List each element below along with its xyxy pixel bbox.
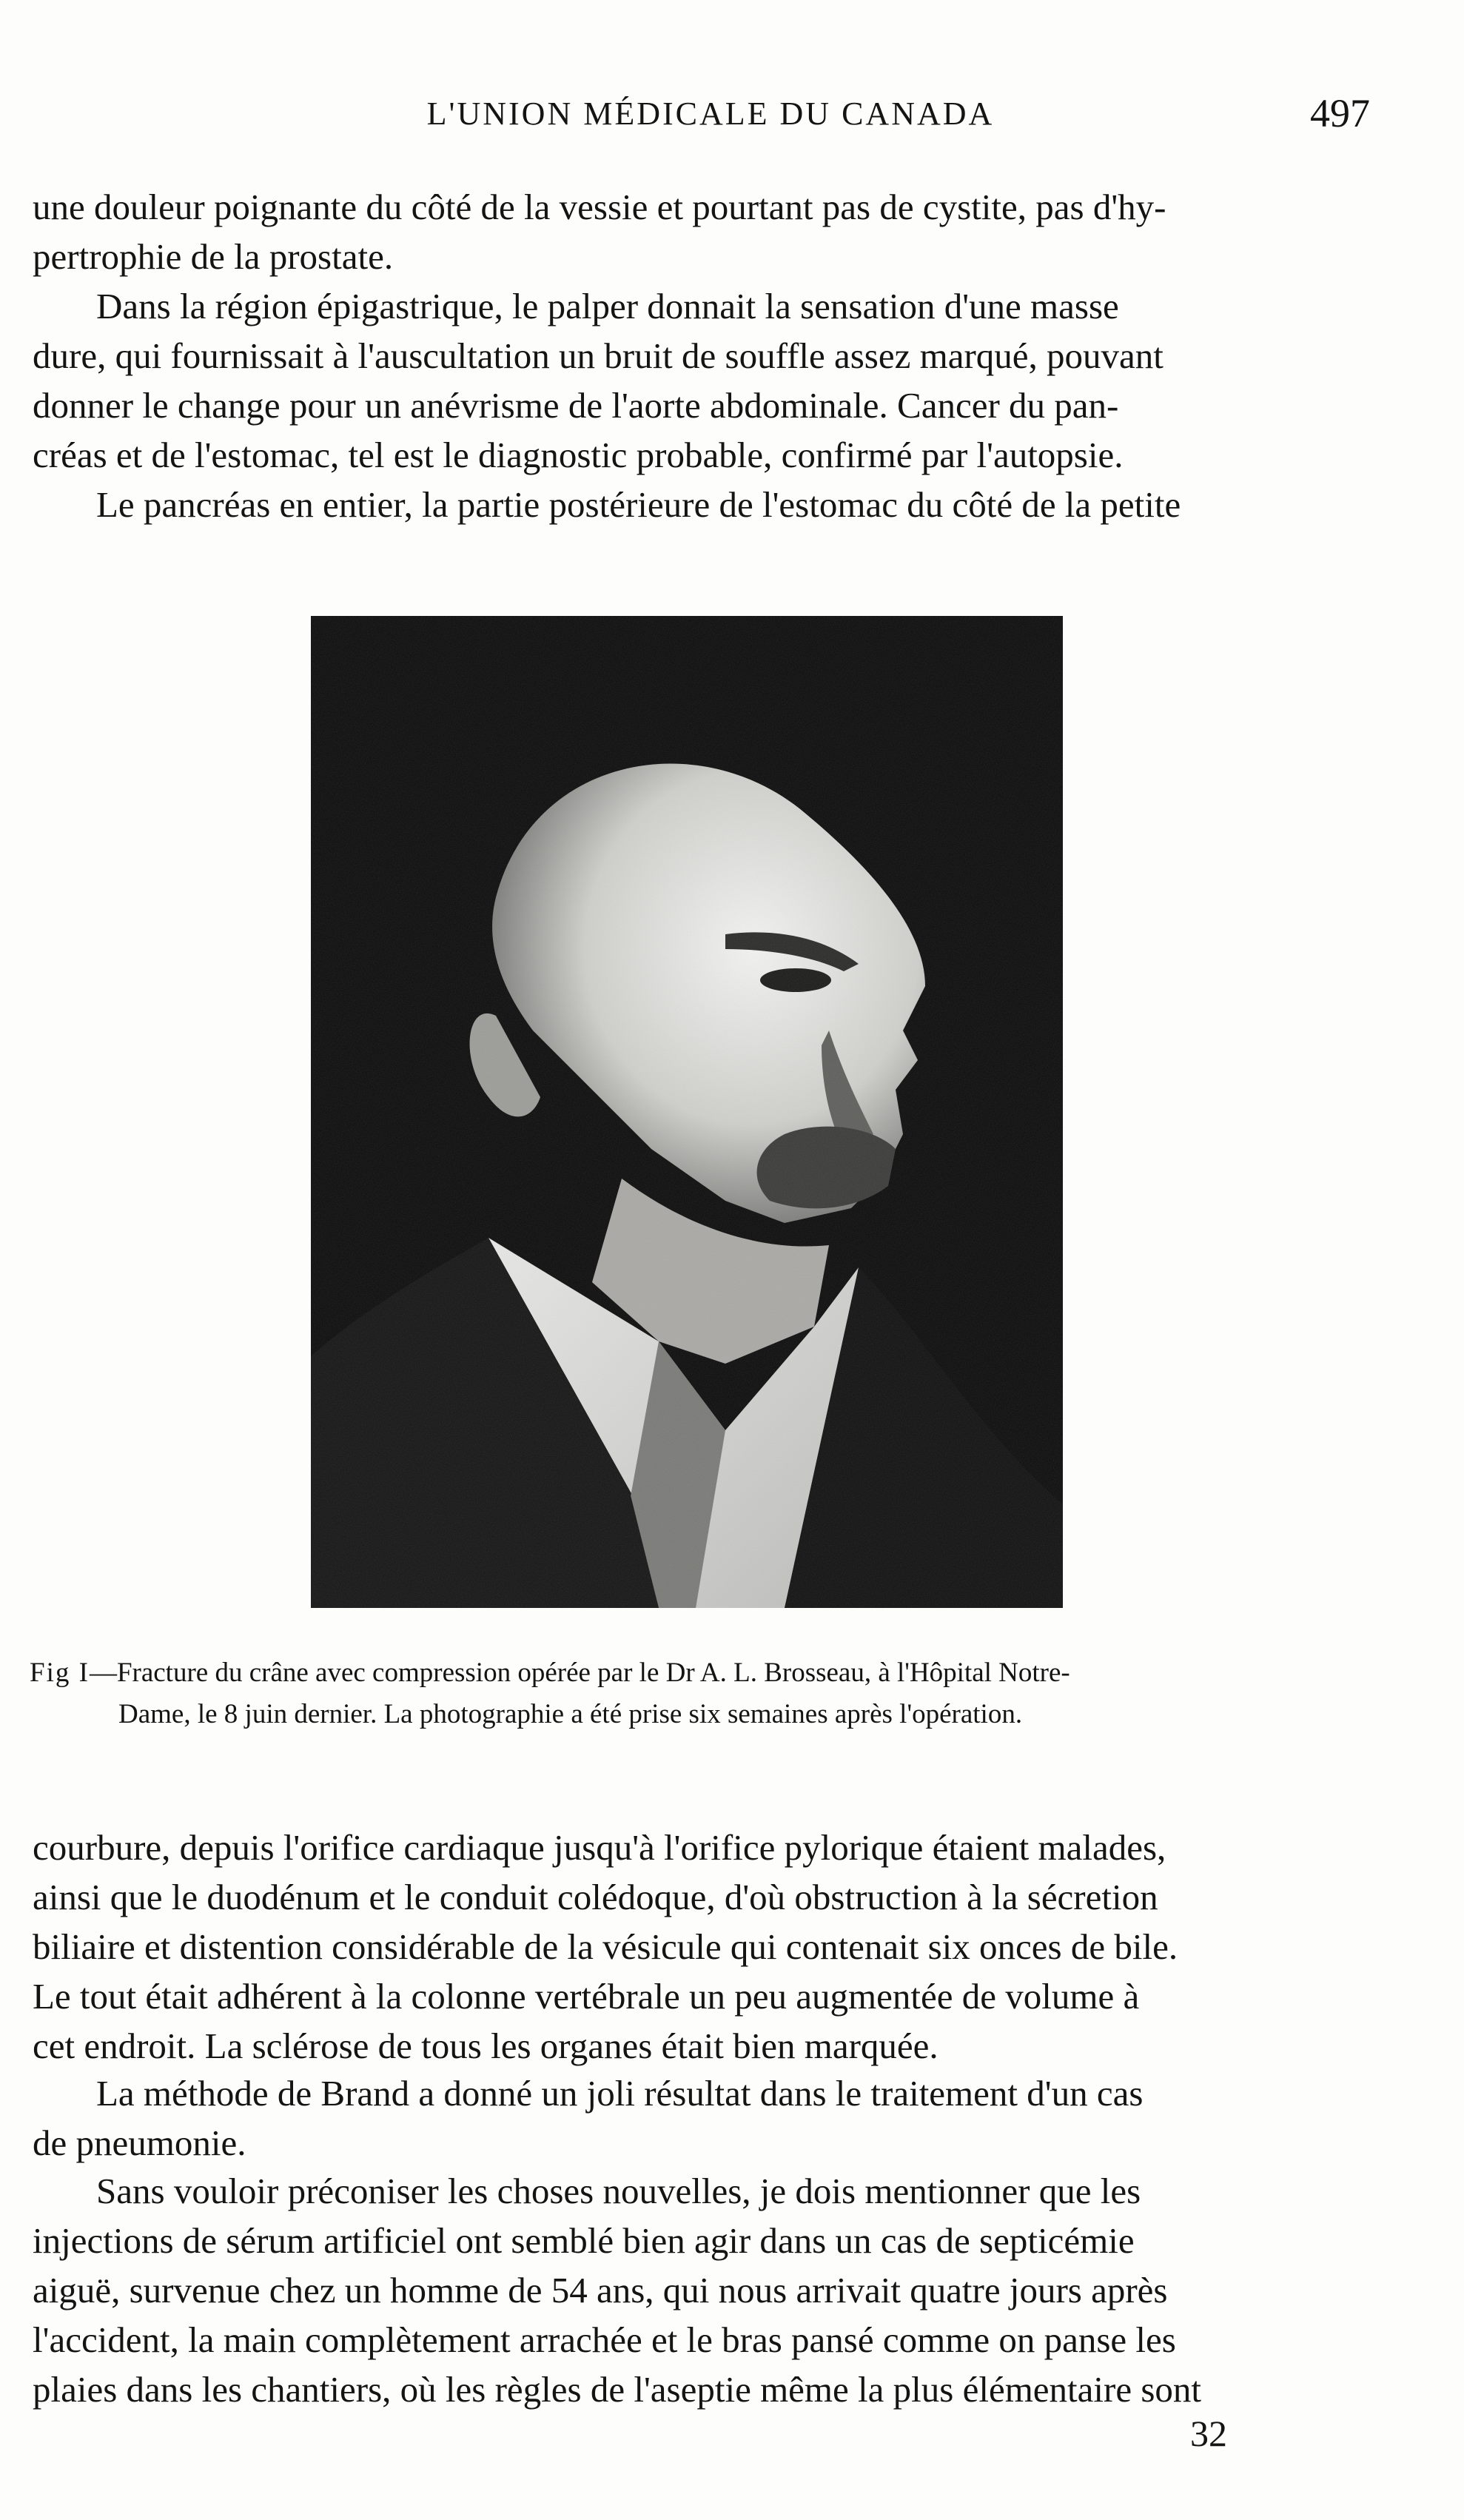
- text-line: cet endroit. La sclérose de tous les organes était bien marquée.: [33, 2025, 938, 2066]
- caption-text: —Fracture du crâne avec compression opérée par le Dr A. L. Brosseau, à l'Hôpital Notre-: [89, 1658, 1070, 1688]
- running-header: [0, 91, 1464, 147]
- signature-mark: 32: [1190, 2413, 1227, 2454]
- caption-text: Dame, le 8 juin dernier. La photographie a été prise six semaines après l'opération.: [118, 1699, 1023, 1729]
- text-line: Dans la région épigastrique, le palper donnait la sensation d'une masse: [96, 286, 1119, 326]
- figure-caption: [30, 1652, 1406, 1735]
- portrait-illustration: [311, 616, 1063, 1608]
- text-line: courbure, depuis l'orifice cardiaque jusqu'à l'orifice pylorique étaient malades,: [33, 1827, 1166, 1868]
- paragraph-brand-method: [33, 2068, 1365, 2168]
- text-line: créas et de l'estomac, tel est le diagnostic probable, confirmé par l'autopsie.: [33, 435, 1124, 475]
- paragraph-courbure: [33, 1823, 1365, 2071]
- text-line: Le pancréas en entier, la partie postérieure de l'estomac du côté de la petite: [96, 484, 1181, 525]
- journal-title: L'UNION MÉDICALE DU CANADA: [426, 95, 995, 132]
- paragraph-bladder: [33, 182, 1387, 281]
- text-line: aiguë, survenue chez un homme de 54 ans, qui nous arrivait quatre jours après: [33, 2270, 1168, 2310]
- paragraph-epigastric: [33, 281, 1387, 480]
- text-line: de pneumonie.: [33, 2122, 246, 2163]
- figure-label: Fig I: [30, 1658, 90, 1688]
- text-line: dure, qui fournissait à l'auscultation un bruit de souffle assez marqué, pouvant: [33, 335, 1164, 376]
- paragraph-serum-injections: [33, 2166, 1365, 2414]
- text-line: biliaire et distention considérable de la vésicule qui contenait six onces de bile.: [33, 1926, 1178, 1967]
- text-line: donner le change pour un anévrisme de l'aorte abdominale. Cancer du pan-: [33, 385, 1119, 426]
- text-line: plaies dans les chantiers, où les règles de l'aseptie même la plus élémentaire sont: [33, 2369, 1202, 2410]
- text-line: La méthode de Brand a donné un joli résultat dans le traitement d'un cas: [96, 2073, 1144, 2114]
- text-line: une douleur poignante du côté de la vessie et pourtant pas de cystite, pas d'hy-: [33, 187, 1166, 227]
- text-line: l'accident, la main complètement arrachée et le bras pansé comme on panse les: [33, 2319, 1176, 2360]
- page-number: 497: [1310, 91, 1370, 135]
- text-line: injections de sérum artificiel ont semblé bien agir dans un cas de septicémie: [33, 2220, 1135, 2261]
- text-line: pertrophie de la prostate.: [33, 236, 394, 277]
- paragraph-pancreas: [33, 480, 1387, 529]
- text-line: Sans vouloir préconiser les choses nouvelles, je dois mentionner que les: [96, 2171, 1141, 2211]
- portrait-photograph: [311, 616, 1063, 1608]
- text-line: ainsi que le duodénum et le conduit colédoque, d'où obstruction à la sécretion: [33, 1877, 1158, 1917]
- text-line: Le tout était adhérent à la colonne vertébrale un peu augmentée de volume à: [33, 1976, 1140, 2017]
